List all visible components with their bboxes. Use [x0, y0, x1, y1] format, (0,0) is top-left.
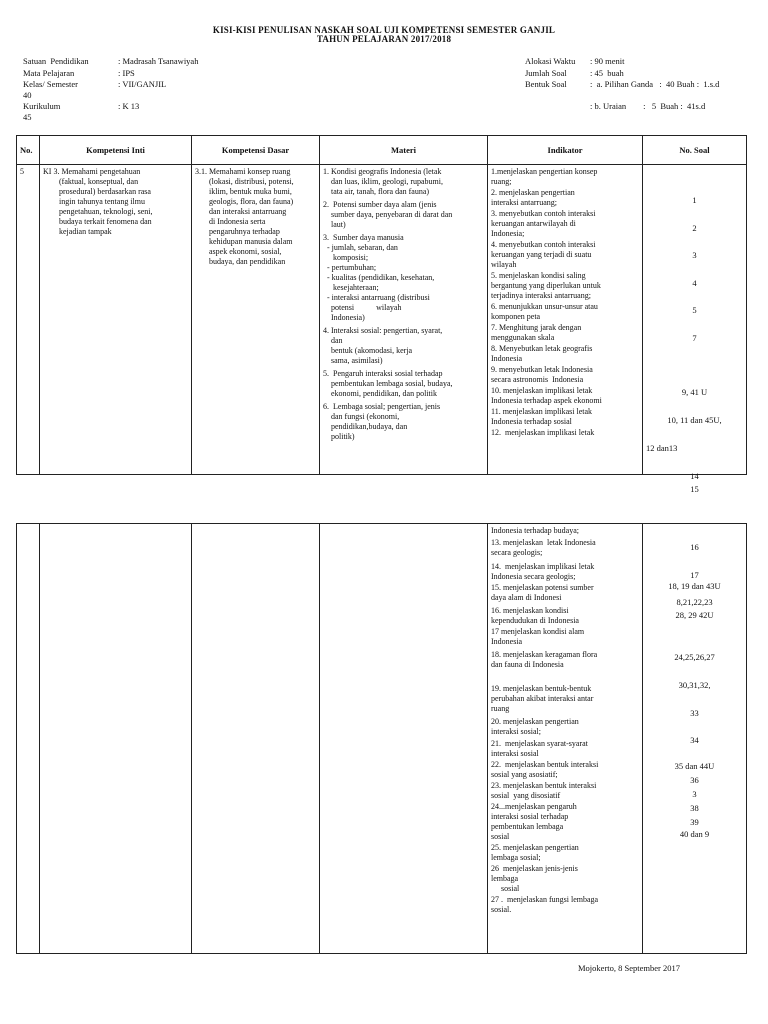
- nosoal-item: 7: [692, 333, 697, 343]
- header-nosoal: No. Soal: [643, 136, 747, 165]
- info-label-kelas: Kelas/ Semester: [23, 79, 78, 89]
- materi-item: 1. Kondisi geografis Indonesia (letak dan luas, iklim, geologi, rupabumi, tata air, tanah, flora dan fauna): [323, 167, 443, 196]
- indikator-item: Indonesia terhadap budaya;: [491, 526, 579, 535]
- nosoal-item: 3: [692, 789, 697, 799]
- indikator-item: 1.menjelaskan pengertian konsep ruang;: [491, 167, 598, 186]
- nosoal-cell: [643, 165, 747, 494]
- indikator-item: 7. Menghitung jarak dengan menggunakan skala: [491, 323, 582, 342]
- header-indikator: Indikator: [488, 136, 643, 165]
- indikator-item: 22. menjelaskan bentuk interaksi sosial yang asosiatif;: [491, 760, 599, 779]
- nosoal-item: 39: [690, 817, 699, 827]
- indikator-list: [491, 526, 639, 915]
- indikator-item: 5. menjelaskan kondisi saling bergantung yang diperlukan untuk terjadinya interaksi antarruang;: [491, 271, 601, 300]
- indikator-item: 14. menjelaskan implikasi letak Indonesia secara geologis;: [491, 562, 595, 581]
- info-label-kurikulum: Kurikulum: [23, 101, 61, 111]
- empty-kd-cell: [192, 524, 320, 954]
- info-value-alokasi: : 90 menit: [590, 56, 625, 66]
- indikator-item: 23. menjelaskan bentuk interaksi sosial yang disosiatif: [491, 781, 597, 800]
- materi-item: 3. Sumber daya manusia - jumlah, sebaran, dan komposisi; - pertumbuhan; - kualitas (pendidikan, kesehatan, kesejahteraan; - interaksi antarruang (distribusi potensi wilayah Indonesia): [323, 233, 435, 322]
- nosoal-item: 5: [692, 305, 697, 315]
- nosoal-item: 9, 41 U: [681, 387, 708, 397]
- row-number: 5: [17, 165, 40, 475]
- header-ki: Kompetensi Inti: [40, 136, 192, 165]
- kisi-table-page-1: [16, 135, 747, 494]
- header-materi: Materi: [320, 136, 488, 165]
- indikator-item: 27 . menjelaskan fungsi lembaga sosial.: [491, 895, 599, 914]
- kompetensi-dasar: 3.1. Memahami konsep ruang (lokasi, distribusi, potensi, iklim, bentuk muka bumi, geologis, flora, dan fauna) dan interaksi antarruang di Indonesia serta pengaruhnya terhadap kehidupan manusia dalam aspek ekonomi, sosial, budaya, dan pendidikan: [192, 165, 320, 475]
- nosoal-item: 12 dan13: [646, 443, 678, 453]
- indikator-item: 15. menjelaskan potensi sumber daya alam di Indonesi: [491, 583, 594, 602]
- empty-no-cell: [17, 524, 40, 954]
- indikator-item: 11. menjelaskan implikasi letak Indonesia terhadap sosial: [491, 407, 593, 426]
- nosoal-item: 2: [692, 223, 697, 233]
- kompetensi-inti: KI 3. Memahami pengetahuan (faktual, konseptual, dan prosedural) berdasarkan rasa ingin tahunya tentang ilmu pengetahuan, teknologi, seni, budaya terkait fenomena dan kejadian tampak: [40, 165, 192, 475]
- nosoal-item: 24,25,26,27: [674, 652, 715, 662]
- nosoal-item: 40 dan 9: [679, 829, 710, 839]
- document-title: KISI-KISI PENULISAN NASKAH SOAL UJI KOMPETENSI SEMESTER GANJIL: [212, 25, 556, 35]
- nosoal-item: 14: [690, 471, 699, 481]
- nosoal-item: 36: [690, 775, 699, 785]
- indikator-item: 4. menyebutkan contoh interaksi keruangan yang terjadi di suatu wilayah: [491, 240, 596, 269]
- materi-item: 2. Potensi sumber daya alam (jenis sumber daya, penyebaran di darat dan laut): [323, 200, 453, 229]
- nosoal-item: 38: [690, 803, 699, 813]
- info-label-bentuk: Bentuk Soal: [525, 79, 567, 89]
- indikator-item: 19. menjelaskan bentuk-bentuk perubahan akibat interaksi antar ruang: [491, 684, 594, 713]
- indikator-item: 13. menjelaskan letak Indonesia secara geologis;: [491, 538, 596, 557]
- nosoal-item: 28, 29 42U: [675, 610, 714, 620]
- nosoal-item: 33: [690, 708, 699, 718]
- indikator-item: 20. menjelaskan pengertian interaksi sosial;: [491, 717, 579, 736]
- info-label-alokasi: Alokasi Waktu: [525, 56, 576, 66]
- indikator-list: [491, 167, 639, 438]
- nosoal-item: 30,31,32,: [678, 680, 711, 690]
- info-value-satuan: : Madrasah Tsanawiyah: [118, 56, 199, 66]
- indikator-cell: [488, 165, 643, 475]
- signature-place-date: Mojokerto, 8 September 2017: [578, 963, 680, 973]
- header-no: No.: [17, 136, 40, 165]
- indikator-cell: [488, 524, 643, 954]
- info-value-kurikulum: : K 13: [118, 101, 140, 111]
- indikator-item: 10. menjelaskan implikasi letak Indonesia terhadap aspek ekonomi: [491, 386, 602, 405]
- empty-ki-cell: [40, 524, 192, 954]
- indikator-item: 9. menyebutkan letak Indonesia secara astronomis Indonesia: [491, 365, 593, 384]
- nosoal-item: 1: [692, 195, 697, 205]
- materi-list: [323, 167, 484, 442]
- info-value-uraian: : b. Uraian : 5 Buah : 41s.d: [590, 101, 706, 111]
- indikator-item: 26 menjelaskan jenis-jenis lembaga sosial: [491, 864, 578, 893]
- empty-materi-cell: [320, 524, 488, 954]
- indikator-item: 12. menjelaskan implikasi letak: [491, 428, 595, 437]
- info-value-jumlah: : 45 buah: [590, 68, 624, 78]
- kisi-table-page-2: [16, 523, 747, 954]
- info-label-mapel: Mata Pelajaran: [23, 68, 75, 78]
- nosoal-item: 8,21,22,23: [676, 597, 713, 607]
- nosoal-item: 34: [690, 735, 699, 745]
- indikator-item: 25. menjelaskan pengertian lembaga sosial;: [491, 843, 579, 862]
- header-kd: Kompetensi Dasar: [192, 136, 320, 165]
- indikator-item: 2. menjelaskan pengertian interaksi antarruang;: [491, 188, 575, 207]
- indikator-item: 8. Menyebutkan letak geografis Indonesia: [491, 344, 593, 363]
- materi-item: 5. Pengaruh interaksi sosial terhadap pembentukan lembaga sosial, budaya, ekonomi, pendidikan, dan politik: [323, 369, 453, 398]
- indikator-item: 17 menjelaskan kondisi alam Indonesia: [491, 627, 585, 646]
- info-value-bentuk: : a. Pilihan Ganda : 40 Buah : 1.s.d: [590, 79, 720, 89]
- info-number-40: 40: [23, 90, 32, 100]
- nosoal-item: 18, 19 dan 43U: [668, 581, 721, 591]
- indikator-item: 24...menjelaskan pengaruh interaksi sosial terhadap pembentukan lembaga sosial: [491, 802, 577, 841]
- nosoal-item: 4: [692, 278, 697, 288]
- info-label-satuan: Satuan Pendidikan: [23, 56, 89, 66]
- materi-cell: [320, 165, 488, 475]
- indikator-item: 3. menyebutkan contoh interaksi keruangan antarwilayah di Indonesia;: [491, 209, 596, 238]
- nosoal-item: 35 dan 44U: [674, 761, 715, 771]
- nosoal-item: 10, 11 dan 45U,: [667, 415, 722, 425]
- nosoal-item: 16: [690, 542, 699, 552]
- nosoal-item: 15: [690, 484, 699, 494]
- indikator-item: 21. menjelaskan syarat-syarat interaksi sosial: [491, 739, 588, 758]
- indikator-item: 16. menjelaskan kondisi kependudukan di Indonesia: [491, 606, 579, 625]
- info-number-45: 45: [23, 112, 32, 122]
- document-year: TAHUN PELAJARAN 2017/2018: [316, 34, 452, 44]
- nosoal-cell: [643, 524, 747, 954]
- info-value-kelas: : VII/GANJIL: [118, 79, 167, 89]
- info-label-jumlah: Jumlah Soal: [525, 68, 567, 78]
- materi-item: 6. Lembaga sosial; pengertian, jenis dan fungsi (ekonomi, pendidikan,budaya, dan politik): [323, 402, 441, 441]
- indikator-item: 18. menjelaskan keragaman flora dan fauna di Indonesia: [491, 650, 598, 669]
- info-value-mapel: : IPS: [118, 68, 135, 78]
- materi-item: 4. Interaksi sosial: pengertian, syarat, dan bentuk (akomodasi, kerja sama, asimilasi): [323, 326, 443, 365]
- nosoal-item: 3: [692, 250, 697, 260]
- indikator-item: 6. menunjukkan unsur-unsur atau komponen peta: [491, 302, 598, 321]
- nosoal-item: 17: [690, 570, 699, 580]
